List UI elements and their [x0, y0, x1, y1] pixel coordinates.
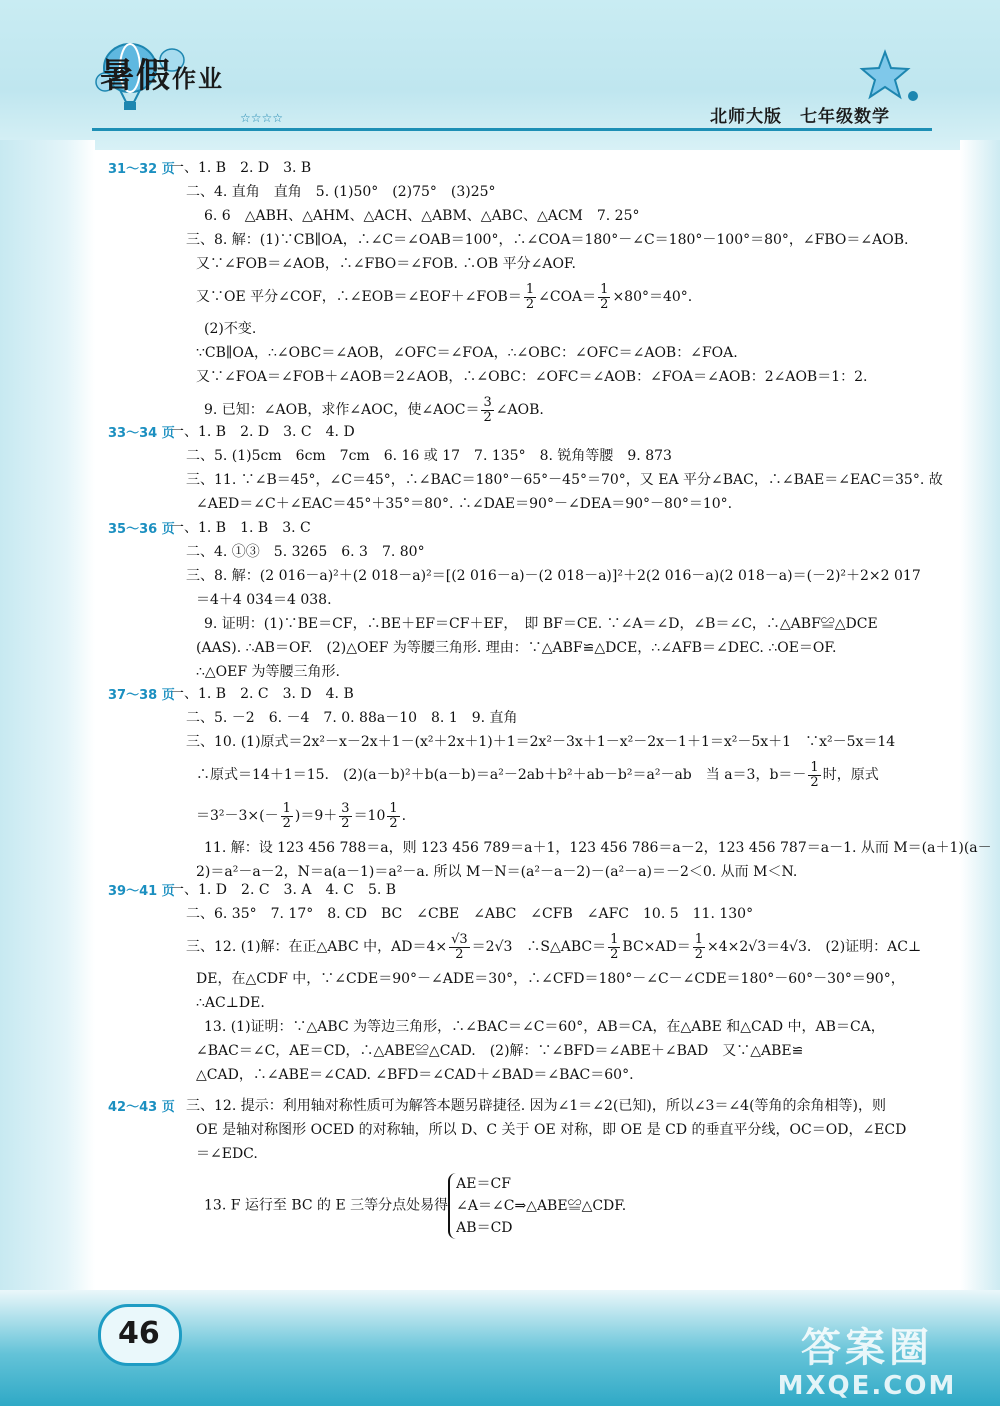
answer-line: 三、10. (1)原式＝2x²－x－2x＋1－(x²＋2x＋1)＋1＝2x²－3x＋1－x²－2x－1＋1＝x²－5x＋1 ∵x²－5x＝14 — [186, 734, 896, 750]
header-divider — [92, 128, 932, 131]
answer-line: 三、8. 解：(1)∵CB∥OA，∴∠C＝∠OAB＝100°，∴∠COA＝180°－∠C＝180°－100°＝80°，∠FBO＝∠AOB. — [186, 232, 909, 248]
brace-system: AE＝CF ∠A＝∠C⇒△ABE≌△CDF. AB＝CD — [448, 1173, 626, 1239]
fraction: $\frac{3}{2}$ — [341, 800, 350, 831]
answer-line: ∴△OEF 为等腰三角形. — [196, 664, 340, 680]
answer-line: ＝4＋4 034＝4 038. — [196, 592, 332, 608]
answer-line: 三、8. 解：(2 016－a)²＋(2 018－a)²＝[(2 016－a)－(2 018－a)]²＋2(2 016－a)(2 018－a)＝(－2)²＋2×2 017 — [186, 568, 921, 584]
page-range-label: 39～41 页 — [108, 884, 175, 899]
answer-line: 一、1. B 2. C 3. D 4. B — [170, 686, 354, 702]
watermark: 答案圈 MXQE.COM — [777, 1325, 957, 1401]
section-33-34 — [108, 422, 943, 518]
answer-line: DE，在△CDF 中，∵∠CDE＝90°－∠ADE＝30°，∴∠CFD＝180°－∠C－∠CDE＝180°－60°－30°＝90°， — [196, 971, 905, 987]
answer-line: 一、1. B 1. B 3. C — [170, 520, 311, 536]
fraction: $\frac{1}{2}$ — [610, 931, 619, 962]
fraction: $\frac{1}{2}$ — [282, 800, 291, 831]
section-31-32 — [108, 158, 938, 425]
page-range-label: 33～34 页 — [108, 426, 175, 441]
answer-line: 9. 证明：(1)∵BE＝CF，∴BE＋EF＝CF＋EF， 即 BF＝CE. ∵∠A＝∠D，∠B＝∠C，∴△ABF≌△DCE — [204, 616, 878, 632]
fraction: $\frac{1}{2}$ — [600, 281, 609, 312]
page-number: 46 — [118, 1316, 160, 1351]
answer-line: 三、11. ∵∠B＝45°，∠C＝45°，∴∠BAC＝180°－65°－45°＝70°，又 EA 平分∠BAC，∴∠BAE＝∠EAC＝35°. 故 — [186, 472, 943, 488]
answer-line: ＝3²－3×(－ $\frac{1}{2}$ )＝9＋ $\frac{3}{2}$ ＝10 $\frac{1}{2}$ . — [196, 800, 407, 831]
answer-line: (2)不变. — [204, 321, 257, 337]
answer-line: 13. F 运行至 BC 的 E 三等分点处易得 AE＝CF ∠A＝∠C⇒△ABE≌△CDF. AB＝CD — [108, 1173, 938, 1239]
section-37-38 — [108, 684, 992, 880]
answer-line: 三、12. 提示：利用轴对称性质可为解答本题另辟捷径. 因为∠1＝∠2(已知)，所以∠3＝∠4(等角的余角相等)，则 — [186, 1098, 887, 1114]
answer-line: 二、5. (1)5cm 6cm 7cm 6. 16 或 17 7. 135° 8. 锐角等腰 9. 873 — [186, 448, 672, 464]
svg-text:☆☆☆☆: ☆☆☆☆ — [240, 111, 284, 125]
fraction: $\frac{√3}{2}$ — [451, 931, 468, 962]
fraction: $\frac{1}{2}$ — [525, 281, 535, 312]
answer-line: ∠BAC＝∠C，AE＝CD，∴△ABE≌△CAD. (2)解：∵∠BFD＝∠ABE＋∠BAD 又∵△ABE≌ — [196, 1043, 804, 1059]
fraction: $\frac{1}{2}$ — [694, 931, 704, 962]
page-range-label: 42～43 页 — [108, 1100, 175, 1115]
answer-line: ∴AC⊥DE. — [196, 995, 265, 1011]
answer-line: △CAD，∴∠ABE＝∠CAD. ∠BFD＝∠CAD＋∠BAD＝∠BAC＝60°. — [196, 1067, 634, 1083]
page-range-label: 31～32 页 — [108, 162, 175, 177]
answer-line: 二、5. －2 6. －4 7. 0. 88a－10 8. 1 9. 直角 — [186, 710, 518, 726]
book-title: 暑假作业 — [100, 56, 224, 96]
answer-line: ＝∠EDC. — [196, 1146, 258, 1162]
answer-line: 一、1. B 2. D 3. C 4. D — [170, 424, 355, 440]
section-39-41 — [108, 880, 938, 1096]
edition-label: 北师大版 七年级数学 — [710, 107, 890, 127]
answer-line: 二、6. 35° 7. 17° 8. CD BC ∠CBE ∠ABC ∠CFB ∠AFC 10. 5 11. 130° — [186, 906, 754, 922]
answer-line: OE 是轴对称图形 OCED 的对称轴，所以 D、C 关于 OE 对称，即 OE 是 CD 的垂直平分线，OC＝OD，∠ECD — [196, 1122, 907, 1138]
answer-line: 11. 解：设 123 456 788＝a，则 123 456 789＝a＋1，123 456 786＝a－2，123 456 787＝a－1. 从而 M＝(a＋1)(a－ — [204, 840, 992, 856]
answer-line: 2)＝a²－a－2，N＝a(a－1)＝a²－a. 所以 M－N＝(a²－a－2)－(a²－a)＝－2＜0. 从而 M＜N. — [196, 864, 798, 880]
answer-line: 9. 已知：∠AOB，求作∠AOC，使∠AOC＝ $\frac{3}{2}$ ∠AOB. — [204, 394, 544, 425]
answer-line: 6. 6 △ABH、△AHM、△ACH、△ABM、△ABC、△ACM 7. 25° — [204, 208, 640, 224]
left-margin-background — [0, 140, 95, 1300]
section-35-36 — [108, 518, 938, 684]
answer-line: 13. (1)证明：∵△ABC 为等边三角形，∴∠BAC＝∠C＝60°，AB＝CA，在△ABE 和△CAD 中，AB＝CA， — [204, 1019, 885, 1035]
page-range-label: 35～36 页 — [108, 522, 175, 537]
right-margin-background — [960, 140, 1000, 1300]
answer-line: 二、4. 直角 直角 5. (1)50° (2)75° (3)25° — [186, 184, 496, 200]
fraction: $\frac{1}{2}$ — [389, 800, 398, 831]
answer-line: ∵CB∥OA，∴∠OBC＝∠AOB，∠OFC＝∠FOA，∴∠OBC：∠OFC＝∠AOB：∠FOA. — [196, 345, 738, 361]
fraction: $\frac{3}{2}$ — [483, 394, 492, 425]
answer-line: 三、12. (1)解：在正△ABC 中，AD＝4× $\frac{√3}{2}$ ＝2√3 ∴S△ABC＝ $\frac{1}{2}$ BC×AD＝ $\frac{1}{2}$ ×4×2√3＝4√3. (2)证明：AC⊥ — [186, 931, 922, 962]
answer-line: 又∵OE 平分∠COF，∴∠EOB＝∠EOF＋∠FOB＝ $\frac{1}{2}$ ∠COA＝ $\frac{1}{2}$ ×80°＝40°. — [196, 281, 693, 312]
answer-line: 二、4. ①③ 5. 3265 6. 3 7. 80° — [186, 544, 425, 560]
answer-line: ∴原式＝14＋1＝15. (2)(a－b)²＋b(a－b)＝a²－2ab＋b²＋ab－b²＝a²－ab 当 a＝3，b＝－ $\frac{1}{2}$ 时，原式 — [196, 759, 879, 790]
fraction: $\frac{1}{2}$ — [810, 759, 819, 790]
answer-line: 又∵∠FOB＝∠AOB，∴∠FBO＝∠FOB. ∴OB 平分∠AOF. — [196, 256, 576, 272]
page-range-label: 37～38 页 — [108, 688, 175, 703]
answer-line: (AAS). ∴AB＝OF. (2)△OEF 为等腰三角形. 理由：∵△ABF≌△DCE，∴∠AFB＝∠DEC. ∴OE＝OF. — [196, 640, 837, 656]
answer-line: 一、1. B 2. D 3. B — [170, 160, 312, 176]
answer-line: 一、1. D 2. C 3. A 4. C 5. B — [170, 882, 397, 898]
answer-line: ∠AED＝∠C＋∠EAC＝45°＋35°＝80°. ∴∠DAE＝90°－∠DEA＝90°－80°＝10°. — [196, 496, 733, 512]
section-42-43 — [108, 1096, 938, 1236]
answer-line: 又∵∠FOA＝∠FOB＋∠AOB＝2∠AOB，∴∠OBC：∠OFC＝∠AOB：∠FOA＝∠AOB：2∠AOB＝1：2. — [196, 369, 868, 385]
answer-content — [108, 158, 992, 1236]
